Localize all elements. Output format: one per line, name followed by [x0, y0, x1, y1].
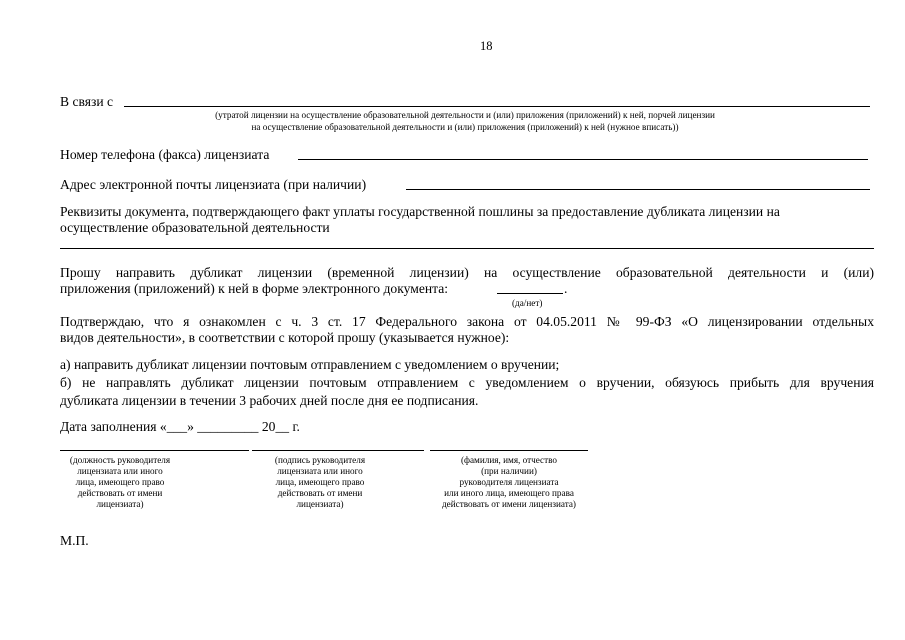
stamp-placeholder: М.П. [60, 533, 89, 548]
position-signature-line[interactable] [60, 450, 249, 451]
payment-label-line2: осуществление образовательной деятельности [60, 220, 330, 235]
date-label: Дата заполнения «___» _________ 20__ г. [60, 419, 300, 434]
reason-label: В связи с [60, 94, 114, 109]
option-b-line2: дубликата лицензии в течении 3 рабочих дней после дня ее подписания. [60, 393, 479, 408]
phone-label: Номер телефона (факса) лицензиата [60, 147, 270, 162]
option-b-line1: б) не направлять дубликат лицензии почтовым отправлением с уведомлением о вручении, обязуюсь прибыть для вручения [60, 375, 874, 390]
signature-line[interactable] [252, 450, 424, 451]
confirm-line1: Подтверждаю, что я ознакомлен с ч. 3 ст. 17 Федерального закона от 04.05.2011 № 99-ФЗ «О лицензировании отдельных [60, 314, 874, 329]
payment-input-line[interactable] [60, 248, 874, 249]
payment-label-line1: Реквизиты документа, подтверждающего факт уплаты государственной пошлины за предоставление дубликата лицензии на [60, 204, 780, 219]
option-a: а) направить дубликат лицензии почтовым отправлением с уведомлением о вручении; [60, 357, 560, 372]
position-caption: (должность руководителя лицензиата или иного лица, имеющего право действовать от имени лицензиата) [69, 455, 171, 509]
page-number: 18 [480, 39, 493, 53]
confirm-line2: видов деятельности», в соответствии с которой прошу (указывается нужное): [60, 330, 510, 345]
yes-no-hint: (да/нет) [512, 298, 543, 308]
electronic-doc-input-line[interactable] [497, 293, 563, 294]
email-input-line[interactable] [406, 189, 870, 190]
reason-hint-line1: (утратой лицензии на осуществление образовательной деятельности и (или) приложения (приложений) к ней, порчей лицензии [215, 110, 715, 120]
reason-input-line[interactable] [124, 106, 870, 107]
request-line2: приложения (приложений) к ней в форме электронного документа: [60, 281, 449, 296]
reason-hint-line2: на осуществление образовательной деятельности и (или) приложения (приложений) к ней (нужное вписать)) [251, 122, 679, 132]
request-line2-end: . [564, 281, 568, 296]
request-line1: Прошу направить дубликат лицензии (временной лицензии) на осуществление образовательной деятельности и (или) [60, 265, 874, 280]
email-label: Адрес электронной почты лицензиата (при наличии) [60, 177, 367, 192]
signature-caption: (подпись руководителя лицензиата или иного лица, имеющего право действовать от имени лицензиата) [274, 455, 366, 509]
phone-input-line[interactable] [298, 159, 868, 160]
full-name-line[interactable] [430, 450, 588, 451]
full-name-caption: (фамилия, имя, отчество (при наличии) руководителя лицензиата или иного лица, имеющего права действовать от имени лицензиата) [442, 455, 576, 509]
